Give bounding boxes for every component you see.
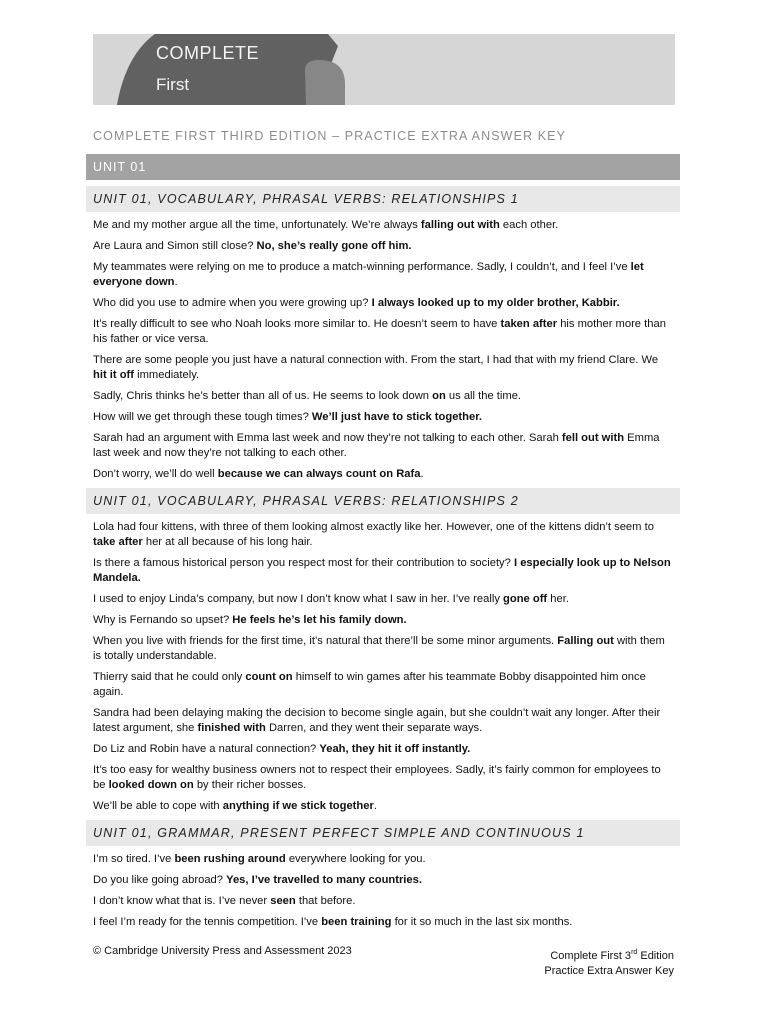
answer-item — [86, 410, 680, 425]
footer-edition — [544, 945, 674, 979]
answer-text: us all the time. — [445, 390, 522, 402]
answer-text: . — [373, 800, 377, 812]
answer-highlight: on — [432, 390, 446, 402]
answer-highlight: let everyone down — [93, 261, 644, 288]
brand-title: COMPLETE — [156, 43, 260, 63]
answer-text: immediately. — [134, 369, 200, 381]
answer-highlight: count on — [245, 671, 293, 683]
unit-heading: UNIT 01 — [86, 154, 680, 180]
answer-text: with them is totally understandable. — [93, 635, 665, 662]
answer-text: My teammates were relying on me to produce a match-winning performance. Sadly, I couldn’t, and I feel I’ve — [93, 261, 631, 273]
footer-edition-line1 — [544, 945, 674, 964]
answer-text: by their richer bosses. — [193, 779, 307, 791]
document-title: COMPLETE FIRST THIRD EDITION – PRACTICE EXTRA ANSWER KEY — [93, 129, 567, 143]
answer-text: Who did you use to admire when you were growing up? — [93, 297, 372, 309]
answer-highlight: gone off — [503, 593, 548, 605]
answer-highlight: Falling out — [557, 635, 614, 647]
footer-edition-line2: Practice Extra Answer Key — [544, 965, 674, 977]
answer-item — [86, 742, 680, 757]
answer-text: each other. — [499, 219, 559, 231]
answer-text: Do Liz and Robin have a natural connection? — [93, 743, 320, 755]
answer-text: Me and my mother argue all the time, unfortunately. We’re always — [93, 219, 421, 231]
answer-text: Is there a famous historical person you respect most for their contribution to society? — [93, 557, 514, 569]
answer-text: When you live with friends for the first time, it’s natural that there’ll be some minor arguments. — [93, 635, 558, 647]
answer-text: . — [174, 276, 178, 288]
answer-highlight: falling out with — [420, 219, 500, 231]
answer-highlight: We’ll just have to stick together. — [311, 411, 483, 423]
section-heading: UNIT 01, VOCABULARY, PHRASAL VERBS: RELATIONSHIPS 2 — [86, 488, 680, 514]
answer-highlight: been rushing around — [174, 853, 286, 865]
answer-item — [86, 799, 680, 814]
answer-text: We’ll be able to cope with — [93, 800, 223, 812]
answer-section — [86, 820, 680, 930]
answer-item — [86, 873, 680, 888]
answer-item — [86, 852, 680, 867]
answer-item — [86, 218, 680, 233]
footer-edition-text: Complete First 3 — [550, 950, 632, 962]
answer-highlight: No, she’s really gone off him. — [256, 240, 412, 252]
answer-text: Thierry said that he could only — [93, 671, 246, 683]
answer-text: I don’t know what that is. I’ve never — [93, 895, 271, 907]
footer-edition-suffix: Edition — [637, 950, 674, 962]
footer-edition-sup: rd — [631, 949, 638, 956]
section-heading: UNIT 01, GRAMMAR, PRESENT PERFECT SIMPLE AND CONTINUOUS 1 — [86, 820, 680, 846]
answer-text: Sadly, Chris thinks he’s better than all of us. He seems to look down — [93, 390, 433, 402]
answer-highlight: taken after — [500, 318, 558, 330]
footer-copyright: © Cambridge University Press and Assessment 2023 — [93, 945, 352, 957]
answer-item — [86, 389, 680, 404]
answer-highlight: He feels he’s let his family down. — [232, 614, 407, 626]
answer-text: Lola had four kittens, with three of them looking almost exactly like her. However, one of the kittens didn’t seem to — [93, 521, 654, 533]
answer-item — [86, 634, 680, 664]
answer-text: that before. — [295, 895, 356, 907]
answer-item — [86, 556, 680, 586]
answer-item — [86, 467, 680, 482]
answer-text: her at all because of his long hair. — [142, 536, 313, 548]
answer-item — [86, 763, 680, 793]
answer-section — [86, 488, 680, 814]
answer-item — [86, 670, 680, 700]
answer-item — [86, 239, 680, 254]
answer-item — [86, 317, 680, 347]
answer-text: I’m so tired. I’ve — [93, 853, 175, 865]
answer-text: her. — [547, 593, 569, 605]
answer-text: Why is Fernando so upset? — [93, 614, 233, 626]
answer-highlight: seen — [270, 895, 296, 907]
answer-item — [86, 592, 680, 607]
answer-text: Do you like going abroad? — [93, 874, 227, 886]
answer-item — [86, 260, 680, 290]
answer-text: for it so much in the last six months. — [391, 916, 573, 928]
answer-highlight: anything if we stick together — [222, 800, 374, 812]
answer-highlight: fell out with — [561, 432, 625, 444]
answer-text: everywhere looking for you. — [285, 853, 426, 865]
answer-item — [86, 353, 680, 383]
answer-text: It’s too easy for wealthy business owners not to respect their employees. Sadly, it’s fairly common for employees to be — [93, 764, 661, 791]
answer-highlight: Yes, I’ve travelled to many countries. — [226, 874, 422, 886]
answer-key-content — [86, 186, 680, 936]
answer-text: I feel I’m ready for the tennis competition. I’ve — [93, 916, 322, 928]
answer-text: Are Laura and Simon still close? — [93, 240, 257, 252]
answer-highlight: finished with — [197, 722, 266, 734]
answer-item — [86, 520, 680, 550]
answer-text: Sarah had an argument with Emma last week and now they’re not talking to each other. Sarah — [93, 432, 562, 444]
answer-item — [86, 296, 680, 311]
answer-item — [86, 431, 680, 461]
answer-text: Darren, and they went their separate ways. — [265, 722, 483, 734]
answer-item — [86, 613, 680, 628]
answer-text: There are some people you just have a natural connection with. From the start, I had that with my friend Clare. We — [93, 354, 659, 366]
answer-item — [86, 894, 680, 909]
answer-highlight: I always looked up to my older brother, Kabbir. — [371, 297, 620, 309]
answer-highlight: been training — [321, 916, 392, 928]
answer-text: . — [420, 468, 424, 480]
answer-text: It’s really difficult to see who Noah looks more similar to. He doesn’t seem to have — [93, 318, 501, 330]
answer-text: I used to enjoy Linda’s company, but now I don’t know what I saw in her. I’ve really — [93, 593, 504, 605]
answer-item — [86, 915, 680, 930]
answer-text: his mother more than his father or vice versa. — [93, 318, 666, 345]
answer-highlight: looked down on — [108, 779, 194, 791]
answer-text: How will we get through these tough times? — [93, 411, 312, 423]
answer-text: Sandra had been delaying making the decision to become single again, but she couldn’t wait any longer. After their latest argument, she — [93, 707, 661, 734]
answer-highlight: take after — [93, 536, 143, 548]
answer-section — [86, 186, 680, 482]
section-heading: UNIT 01, VOCABULARY, PHRASAL VERBS: RELATIONSHIPS 1 — [86, 186, 680, 212]
answer-item — [86, 706, 680, 736]
answer-highlight: because we can always count on Rafa — [217, 468, 421, 480]
answer-text: Emma last week and now they’re not talking to each other. — [93, 432, 660, 459]
brand-subtitle: First — [156, 75, 190, 94]
answer-highlight: I especially look up to Nelson Mandela. — [93, 557, 671, 584]
answer-text: himself to win games after his teammate Bobby disappointed him once again. — [93, 671, 646, 698]
answer-text: Don’t worry, we’ll do well — [93, 468, 218, 480]
answer-highlight: Yeah, they hit it off instantly. — [319, 743, 471, 755]
answer-highlight: hit it off — [93, 369, 135, 381]
header-banner — [93, 34, 675, 105]
